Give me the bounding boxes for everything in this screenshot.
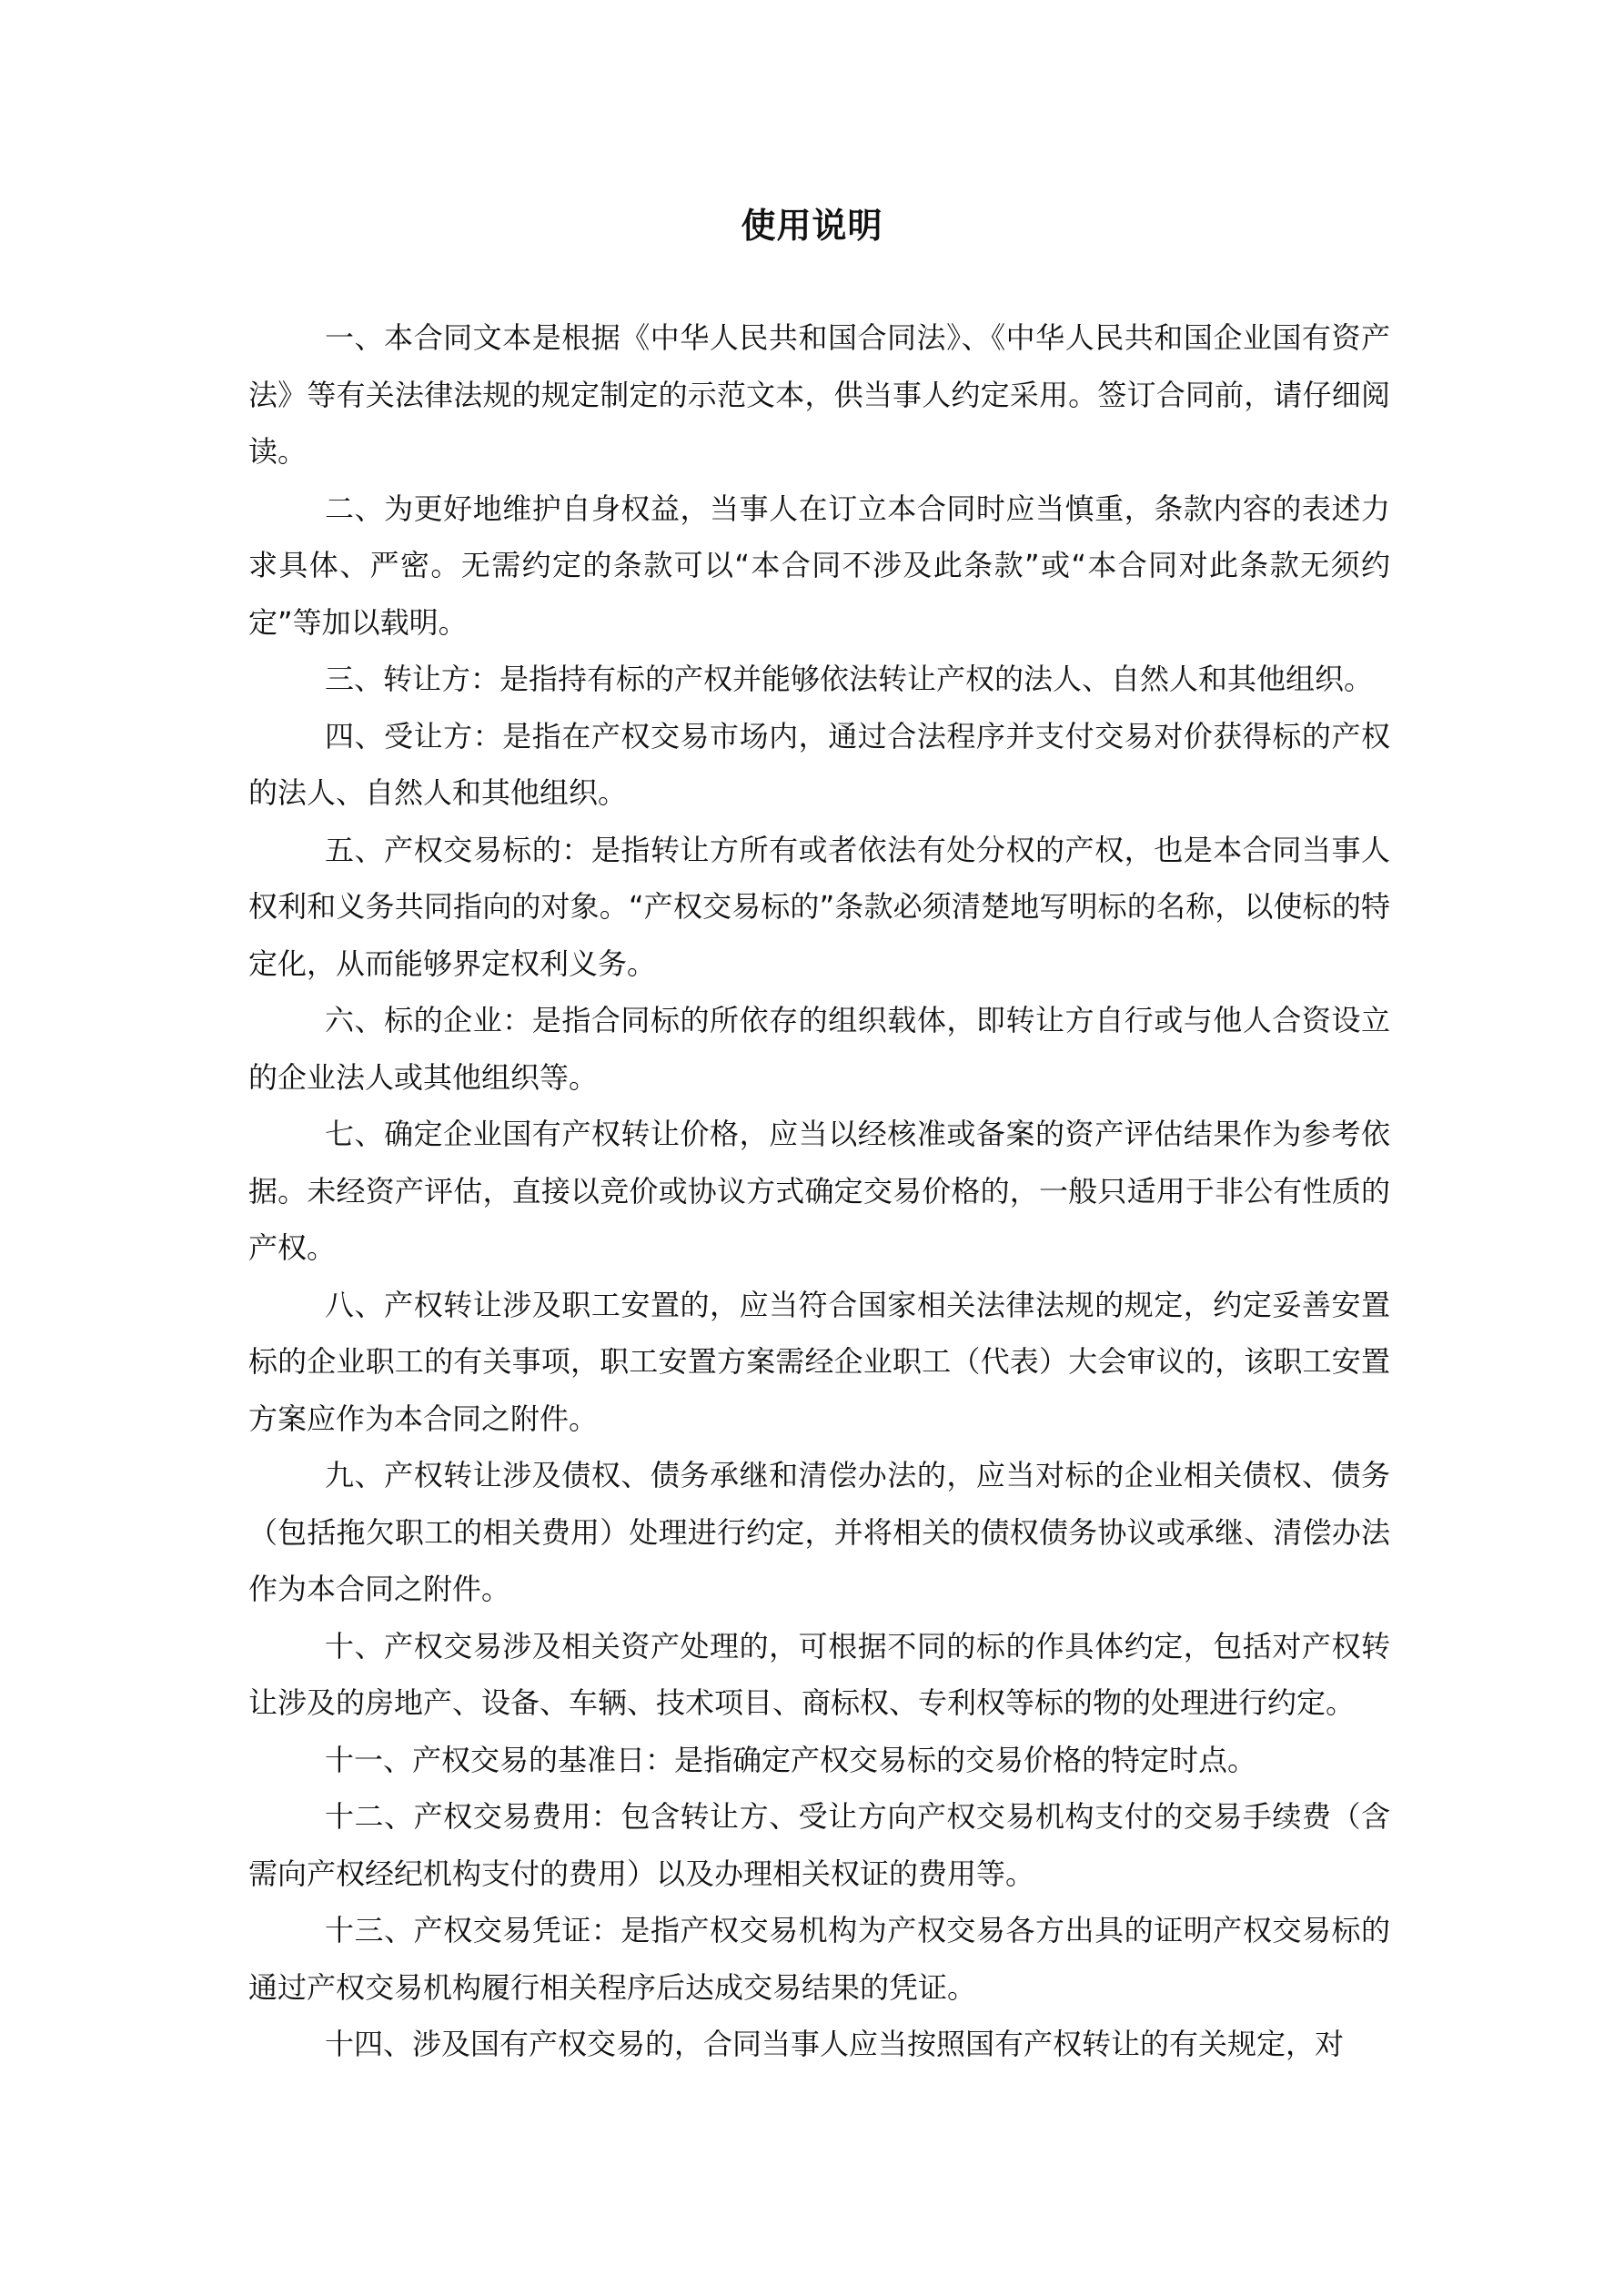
paragraph-7: 七、确定企业国有产权转让价格，应当以经核准或备案的资产评估结果作为参考依据。未经资产评估，直接以竞价或协议方式确定交易价格的，一般只适用于非公有性质的产权。 [248,1117,1390,1265]
paragraph-8: 八、产权转让涉及职工安置的，应当符合国家相关法律法规的规定，约定妥善安置标的企业职工的有关事项，职工安置方案需经企业职工（代表）大会审议的，该职工安置方案应作为本合同之附件。 [248,1287,1390,1436]
paragraph-14: 十四、涉及国有产权交易的，合同当事人应当按照国有产权转让的有关规定，对 [325,2027,1345,2061]
paragraph-10: 十、产权交易涉及相关资产处理的，可根据不同的标的作具体约定，包括对产权转让涉及的房地产、设备、车辆、技术项目、商标权、专利权等标的物的处理进行约定。 [248,1628,1390,1720]
paragraph-13: 十三、产权交易凭证：是指产权交易机构为产权交易各方出具的证明产权交易标的通过产权交易机构履行相关程序后达成交易结果的凭证。 [248,1913,1390,2005]
paragraph-4: 四、受让方：是指在产权交易市场内，通过合法程序并支付交易对价获得标的产权的法人、自然人和其他组织。 [248,718,1390,810]
paragraph-9: 九、产权转让涉及债权、债务承继和清偿办法的，应当对标的企业相关债权、债务（包括拖欠职工的相关费用）处理进行约定，并将相关的债权债务协议或承继、清偿办法作为本合同之附件。 [248,1458,1390,1606]
paragraph-2: 二、为更好地维护自身权益，当事人在订立本合同时应当慎重，条款内容的表述力求具体、严密。无需约定的条款可以“本合同不涉及此条款”或“本合同对此条款无须约定”等加以载明。 [248,491,1390,640]
paragraph-6: 六、标的企业：是指合同标的所依存的组织载体，即转让方自行或与他人合资设立的企业法人或其他组织等。 [248,1003,1390,1095]
paragraph-3: 三、转让方：是指持有标的产权并能够依法转让产权的法人、自然人和其他组织。 [325,662,1374,696]
paragraph-5: 五、产权交易标的：是指转让方所有或者依法有处分权的产权，也是本合同当事人权利和义务共同指向的对象。“产权交易标的”条款必须清楚地写明标的名称，以使标的特定化，从而能够界定权利义务。 [248,832,1390,981]
paragraph-11: 十一、产权交易的基准日：是指确定产权交易标的交易价格的特定时点。 [325,1742,1257,1777]
paragraph-1: 一、本合同文本是根据《中华人民共和国合同法》、《中华人民共和国企业国有资产法》等有关法律法规的规定制定的示范文本，供当事人约定采用。签订合同前，请仔细阅读。 [248,320,1390,469]
paragraph-12: 十二、产权交易费用：包含转让方、受让方向产权交易机构支付的交易手续费（含需向产权经纪机构支付的费用）以及办理相关权证的费用等。 [248,1799,1390,1891]
page-title: 使用说明 [741,206,883,246]
document-body [248,309,1390,2073]
